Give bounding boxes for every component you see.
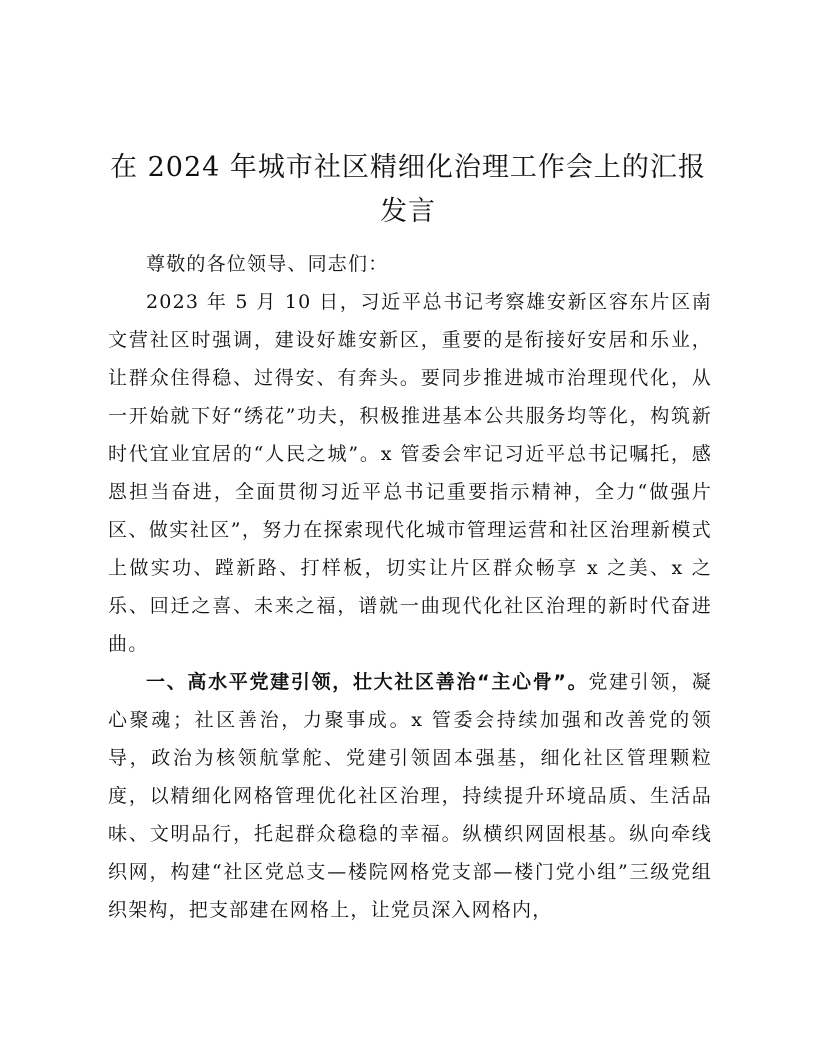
paragraph-section-1: [108, 663, 712, 929]
paragraph-intro: 2023 年 5 月 10 日，习近平总书记考察雄安新区容东片区南文营社区时强调，建设好雄安新区，重要的是衔接好安居和乐业，让群众住得稳、过得安、有奔头。要同步推进城市治理现代化，从一开始就下好“绣花”功夫，积极推进基本公共服务均等化，构筑新时代宜业宜居的“人民之城”。x 管委会牢记习近平总书记嘱托，感恩担当奋进，全面贯彻习近平总书记重要指示精神，全力“做强片区、做实社区”，努力在探索现代化城市管理运营和社区治理新模式上做实功、蹚新路、打样板，切实让片区群众畅享 x 之美、x 之乐、回迁之喜、未来之福，谱就一曲现代化社区治理的新时代奋进曲。: [108, 291, 712, 655]
document-title: 在 2024 年城市社区精细化治理工作会上的汇报发言: [110, 152, 706, 227]
section-1-heading: 一、高水平党建引领，壮大社区善治“主心骨”。: [146, 671, 589, 693]
document-body: [108, 245, 712, 929]
section-1-text: 党建引领，凝心聚魂；社区善治，力聚事成。x 管委会持续加强和改善党的领导，政治为核领航掌舵、党建引领固本强基，细化社区管理颗粒度，以精细化网格管理优化社区治理，持续提升环境品质、生活品味、文明品行，托起群众稳稳的幸福。纵横织网固根基。纵向牵线织网，构建“社区党总支—楼院网格党支部—楼门党小组”三级党组织架构，把支部建在网格上，让党员深入网格内，: [108, 671, 712, 921]
greeting: 尊敬的各位领导、同志们：: [146, 253, 389, 275]
